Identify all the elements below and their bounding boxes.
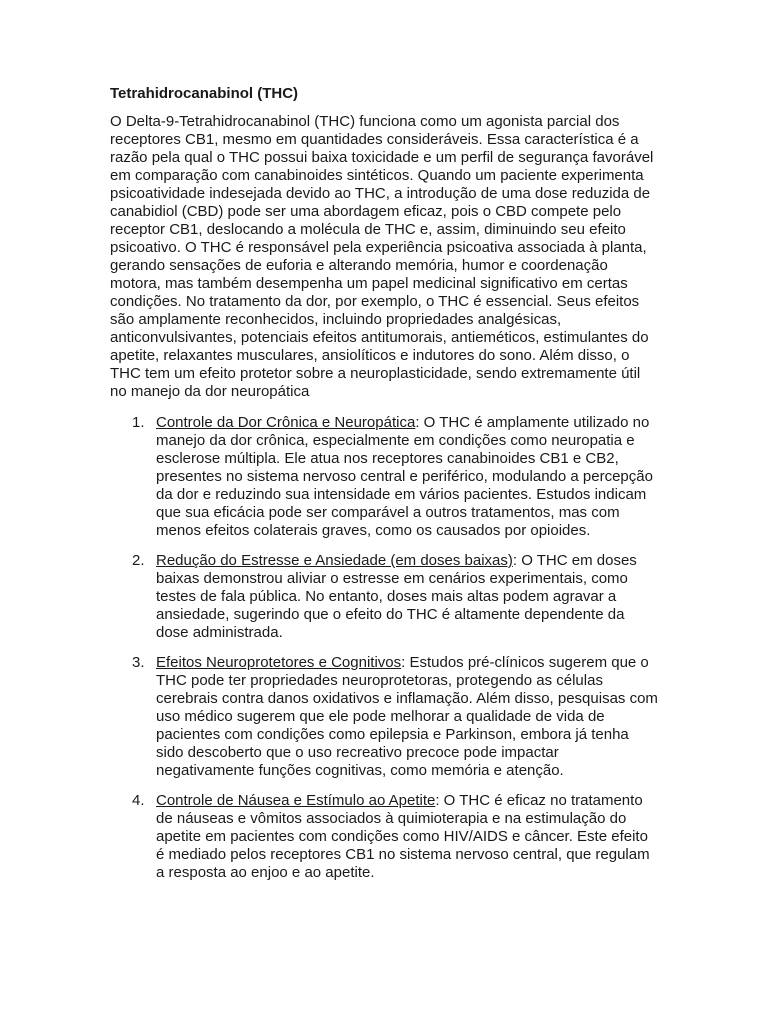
list-item-heading: Efeitos Neuroprotetores e Cognitivos: [156, 654, 402, 671]
list-item-heading: Redução do Estresse e Ansiedade (em doses baixas): [156, 552, 513, 569]
list-item-heading: Controle da Dor Crônica e Neuropática: [156, 414, 416, 431]
list-item-number: 2.: [132, 552, 145, 569]
list-item-number: 4.: [132, 792, 145, 809]
list-item-heading: Controle de Náusea e Estímulo ao Apetite: [156, 792, 436, 809]
list-item: [110, 792, 658, 882]
intro-paragraph: O Delta-9-Tetrahidrocanabinol (THC) funciona como um agonista parcial dos receptores CB1, mesmo em quantidades consideráveis. Essa característica é a razão pela qual o THC possui baixa toxicidade e um perfil de segurança favorável em comparação com canabinoides sintéticos. Quando um paciente experimenta psicoatividade indesejada devido ao THC, a introdução de uma dose reduzida de canabidiol (CBD) pode ser uma abordagem eficaz, pois o CBD compete pelo receptor CB1, deslocando a molécula de THC e, assim, diminuindo seu efeito psicoativo. O THC é responsável pela experiência psicoativa associada à planta, gerando sensações de euforia e alterando memória, humor e coordenação motora, mas também desempenha um papel medicinal significativo em certas condições. No tratamento da dor, por exemplo, o THC é essencial. Seus efeitos são amplamente reconhecidos, incluindo propriedades analgésicas, anticonvulsivantes, potenciais efeitos antitumorais, antieméticos, estimulantes do apetite, relaxantes musculares, ansiolíticos e indutores do sono. Além disso, o THC tem um efeito protetor sobre a neuroplasticidade, sendo extremamente útil no manejo da dor neuropática: [110, 113, 654, 400]
list-item-text: : O THC é eficaz no tratamento de náuseas e vômitos associados à quimioterapia e na estimulação do apetite em pacientes com condições como HIV/AIDS e câncer. Este efeito é mediado pelos receptores CB1 no sistema nervoso central, que regulam a resposta ao enjoo e ao apetite.: [156, 792, 650, 881]
list-item: [110, 414, 658, 540]
document-title: Tetrahidrocanabinol (THC): [110, 85, 299, 102]
list-item-number: 3.: [132, 654, 145, 671]
list-item-text: : O THC é amplamente utilizado no manejo da dor crônica, especialmente em condições como neuropatia e esclerose múltipla. Ele atua nos receptores canabinoides CB1 e CB2, presentes no sistema nervoso central e periférico, modulando a percepção da dor e reduzindo sua intensidade em vários pacientes. Estudos indicam que sua eficácia pode ser comparável a outros tratamentos, mas com menos efeitos colaterais graves, como os causados por opioides.: [156, 414, 653, 539]
document-page: [110, 85, 658, 894]
list-item: [110, 654, 658, 780]
list-item: [110, 552, 658, 642]
list-item-number: 1.: [132, 414, 145, 431]
effects-list: [110, 414, 658, 882]
list-item-text: : Estudos pré-clínicos sugerem que o THC pode ter propriedades neuroprotetoras, protegendo as células cerebrais contra danos oxidativos e inflamação. Além disso, pesquisas com uso médico sugerem que ele pode melhorar a qualidade de vida de pacientes com condições como epilepsia e Parkinson, embora já tenha sido descoberto que o uso recreativo precoce pode impactar negativamente funções cognitivas, como memória e atenção.: [156, 654, 658, 779]
list-item-text: : O THC em doses baixas demonstrou aliviar o estresse em cenários experimentais, como testes de fala pública. No entanto, doses mais altas podem agravar a ansiedade, sugerindo que o efeito do THC é altamente dependente da dose administrada.: [156, 552, 637, 641]
